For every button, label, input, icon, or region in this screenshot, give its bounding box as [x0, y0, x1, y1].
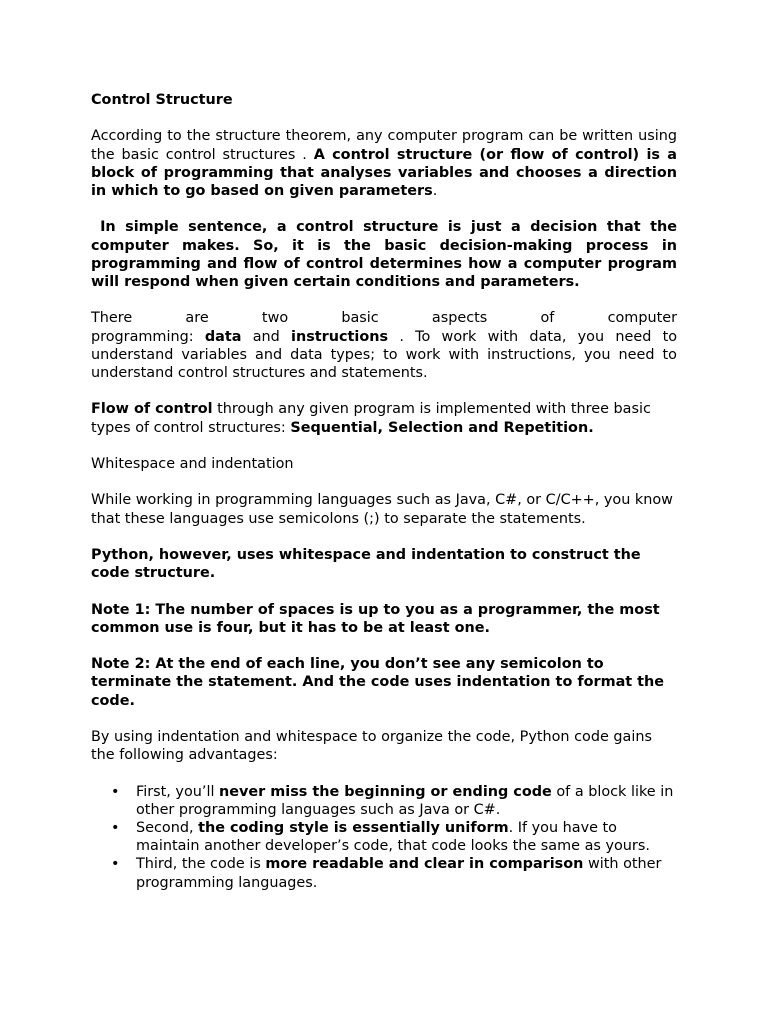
list-item-text: Third, the code is: [136, 856, 261, 873]
section-heading-whitespace: Whitespace and indentation: [91, 455, 294, 472]
instructions-term: instructions: [291, 328, 389, 345]
note-2: Note 2: At the end of each line, you don’t see any semicolon to terminate the statement. And the code uses indentation to format the code.: [91, 656, 665, 709]
note-1: Note 1: The number of spaces is up to you as a programmer, the most common use is four, but it has to be at least one.: [91, 601, 660, 636]
list-item: [91, 783, 677, 819]
paragraph-python-whitespace: Python, however, uses whitespace and indentation to construct the code structure.: [91, 546, 641, 582]
paragraph-two-aspects: [91, 309, 677, 382]
bullet-icon: •: [111, 856, 120, 873]
paragraph-text: and: [252, 328, 280, 345]
flow-of-control-term: Flow of control: [91, 401, 213, 418]
list-item-text: . If you have to maintain another developer’s code, that code looks the same as yours.: [136, 819, 650, 855]
paragraph-simple-sentence: [91, 218, 677, 291]
paragraph-flow-of-control: [91, 400, 677, 436]
paragraph-text: . To work with data, you need to understand variables and data types; to work with instructions, you need to understand control structures and statements.: [91, 328, 678, 381]
paragraph-text: According to the structure theorem, any computer program can be written using the basic control structures .: [91, 128, 677, 163]
paragraph-rest: [91, 328, 677, 383]
bullet-icon: •: [111, 819, 120, 836]
paragraph-bold-text: A control structure (or flow of control) is a block of programming that analyses variables and chooses a direction in which to go based on given parameters: [91, 146, 677, 199]
paragraph-text: programming:: [91, 328, 194, 345]
bullet-icon: •: [111, 783, 120, 800]
advantages-list: [91, 783, 677, 892]
list-item-bold-text: the coding style is essentially uniform: [198, 819, 509, 836]
paragraph-text: .: [432, 183, 438, 199]
control-structure-types: Sequential, Selection and Repetition.: [290, 419, 594, 436]
paragraph-bold-text: In simple sentence, a control structure is just a decision that the computer makes. So, it is the basic decision-making process in programming and flow of control determines how a computer program will respond when given certain conditions and parameters.: [91, 219, 677, 290]
paragraph-structure-theorem: [91, 127, 677, 200]
list-item-bold-text: never miss the beginning or ending code: [219, 783, 552, 800]
paragraph-advantages-intro: By using indentation and whitespace to organize the code, Python code gains the following advantages:: [91, 728, 652, 764]
list-item: [91, 819, 677, 855]
list-item: [91, 855, 677, 891]
list-item-text: First, you’ll: [136, 783, 215, 800]
list-item-text: Second,: [136, 819, 194, 836]
paragraph-semicolons: While working in programming languages such as Java, C#, or C/C++, you know that these languages use semicolons (;) to separate the statements.: [91, 492, 673, 527]
data-term: data: [204, 328, 242, 345]
document-title: Control Structure: [91, 92, 233, 108]
paragraph-first-line: There are two basic aspects of computer: [91, 310, 677, 327]
paragraph-text: through any given program is implemented with three basic types of control structures:: [91, 401, 651, 436]
list-item-text: of a block like in other programming languages such as Java or C#.: [136, 783, 674, 818]
document-page: [91, 91, 677, 892]
list-item-text: with other programming languages.: [136, 856, 662, 891]
list-item-bold-text: more readable and clear in comparison: [265, 856, 584, 873]
